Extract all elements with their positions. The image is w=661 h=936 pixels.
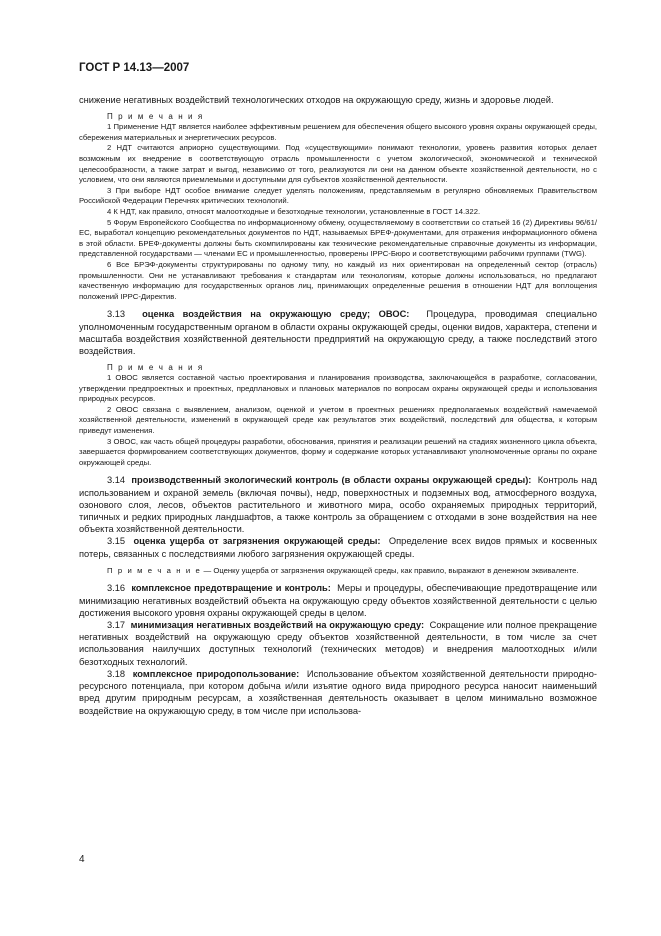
note-1-3: 3 При выборе НДТ особое внимание следует уделять положениям, представляемым в регулярно обновляемых Правительством Российской Федерации Перечнях критических технологий. bbox=[79, 185, 597, 206]
section-number: 3.13 bbox=[107, 309, 126, 320]
intro-paragraph: снижение негативных воздействий технологических отходов на окружающую среду, жизнь и здоровье людей. bbox=[79, 95, 554, 105]
definition: Контроль над использованием и охраной земель (включая почвы), недр, поверхностных и подземных вод, атмосферного воздуха, озонового слоя, лесов, объектов растительного и животного мира, особо охраняемых природных территорий, типичных и редких природных ландшафтов, а также контроль за обращением с отходами в зоне воздействия на нее объекта хозяйственной деятельности. bbox=[79, 475, 598, 535]
section-number: 3.15 bbox=[107, 536, 126, 547]
section-number: 3.18 bbox=[107, 668, 126, 679]
definition: Меры и процедуры, обеспечивающие предотвращение или минимизацию негативных воздействий объекта на окружающую среду объектов хозяйственной деятельности с целью достижения высокого уровня охраны окружающей среды в целом. bbox=[79, 583, 597, 618]
section-3-13 bbox=[79, 308, 597, 357]
note-text: — Оценку ущерба от загрязнения окружающей среды, как правило, выражают в денежном эквиваленте. bbox=[203, 565, 579, 575]
notes-title-2: П р и м е ч а н и я bbox=[107, 363, 204, 373]
notes-title-1: П р и м е ч а н и я bbox=[107, 112, 204, 122]
section-number: 3.14 bbox=[107, 475, 126, 486]
note-2-1: 1 ОВОС является составной частью проектирования и планирования производства, заключающейся в разработке, согласовании, утверждении предпроектных и проектных, предплановых и плановых материалов по вопросам охраны окружающей среды и использования природных ресурсов. bbox=[79, 373, 597, 404]
section-number: 3.16 bbox=[107, 583, 126, 594]
definition: Сокращение или полное прекращение негативных воздействий на окружающую среду объектов хозяйственной деятельности, в том числе за счет использования наилучших доступных технологий (технических методов) и внедрения малоотходных и/или безотходных технологий. bbox=[79, 620, 598, 667]
term: производственный экологический контроль (в области охраны окружающей среды): bbox=[131, 475, 532, 486]
note-3-15 bbox=[79, 566, 597, 577]
page-number: 4 bbox=[79, 854, 85, 865]
section-3-18 bbox=[79, 668, 597, 717]
section-3-15 bbox=[79, 535, 597, 559]
note-1-4: 4 К НДТ, как правило, относят малоотходные и безотходные технологии, установленные в ГОСТ 14.322. bbox=[107, 206, 481, 216]
note-2-3: 3 ОВОС, как часть общей процедуры разработки, обоснования, принятия и реализации решений на стадиях жизненного цикла объекта, завершается формированием соответствующих документов, форму и содержание которых устанавливают уполномоченные органы по охране окружающей среды. bbox=[79, 436, 597, 467]
definition: Использование объектом хозяйственной деятельности природно-ресурсного потенциала, при котором добыча и/или изъятие одного вида природного ресурса наносит наименьший вред другим природным ресурсам, а хозяйственная деятельность оказывает в целом минимально возможное воздействие на окружающую среду, в том числе при использова- bbox=[79, 668, 597, 716]
term: оценка ущерба от загрязнения окружающей среды: bbox=[133, 536, 381, 547]
note-1-5: 5 Форум Европейского Сообщества по информационному обмену, осуществляемому в соответствии со статьей 16 (2) Директивы 96/61/ЕС, выработал концепцию рекомендательных документов по НДТ, называемых БРЕФ-документами, для отражения информационного обмена в этой области. БРЕФ-документы должны быть скомпилированы как технические рекомендательные справочные документы из информации, представленной государствами — членами ЕС и промышленностью, проверены IPPC-Бюро и соответствующими рабочими группами (TWG). bbox=[79, 217, 597, 259]
note-1-2: 2 НДТ считаются априорно существующими. Под «существующими» понимают технологии, уровень развития которых делает возможным их внедрение в соответствующую отрасль промышленности с учетом экологической, экономической и технической целесообразности, а также затрат и выгод, независимо от того, реализуются ли они на данном объекте хозяйственной деятельности, но с условием, что они являются приемлемыми и доступными для субъектов хозяйственной деятельности. bbox=[79, 143, 597, 185]
definition: Процедура, проводимая специально уполномоченным государственным органом в области охраны окружающей среды, оценки видов, характера, степени и масштаба воздействия хозяйственной деятельности предприятий на окружающую среду, а также последствий этого воздействия. bbox=[79, 309, 598, 356]
term: комплексное предотвращение и контроль: bbox=[131, 583, 331, 594]
document-page bbox=[79, 62, 597, 717]
note-2-2: 2 ОВОС связана с выявлением, анализом, оценкой и учетом в проектных решениях предполагаемых воздействий намечаемой хозяйственной деятельности, изменений в окружающей среде как результатов этих воздействий, последствий для общества, к которым приведут изменения. bbox=[79, 404, 597, 436]
section-3-17 bbox=[79, 619, 597, 668]
definition: Определение всех видов прямых и косвенных потерь, связанных с последствиями любого загрязнения окружающей среды. bbox=[79, 536, 598, 559]
section-number: 3.17 bbox=[107, 620, 126, 631]
section-3-14 bbox=[79, 474, 597, 535]
note-1-1: 1 Применение НДТ является наиболее эффективным решением для обеспечения общего высокого уровня охраны окружающей среды, сбережения материальных и энергетических ресурсов. bbox=[79, 122, 597, 142]
note-1-6: 6 Все БРЭФ-документы структурированы по одному типу, но каждый из них ориентирован на определенный сектор (отрасль) промышленности. Они не устанавливают требования к стандартам или технологиям, которые должны использоваться, но предлагают качественную информацию для государственных органов лиц, принимающих определенные решения в отношении НДТ для воплощения положений IPPC-Директив. bbox=[79, 259, 597, 301]
document-header: ГОСТ Р 14.13—2007 bbox=[79, 62, 190, 74]
section-3-16 bbox=[79, 582, 597, 619]
term: минимизация негативных воздействий на окружающую среду: bbox=[130, 620, 425, 631]
note-label: П р и м е ч а н и е bbox=[107, 565, 202, 575]
term: оценка воздействия на окружающую среду; ОВОС: bbox=[142, 309, 410, 320]
term: комплексное природопользование: bbox=[132, 668, 300, 679]
